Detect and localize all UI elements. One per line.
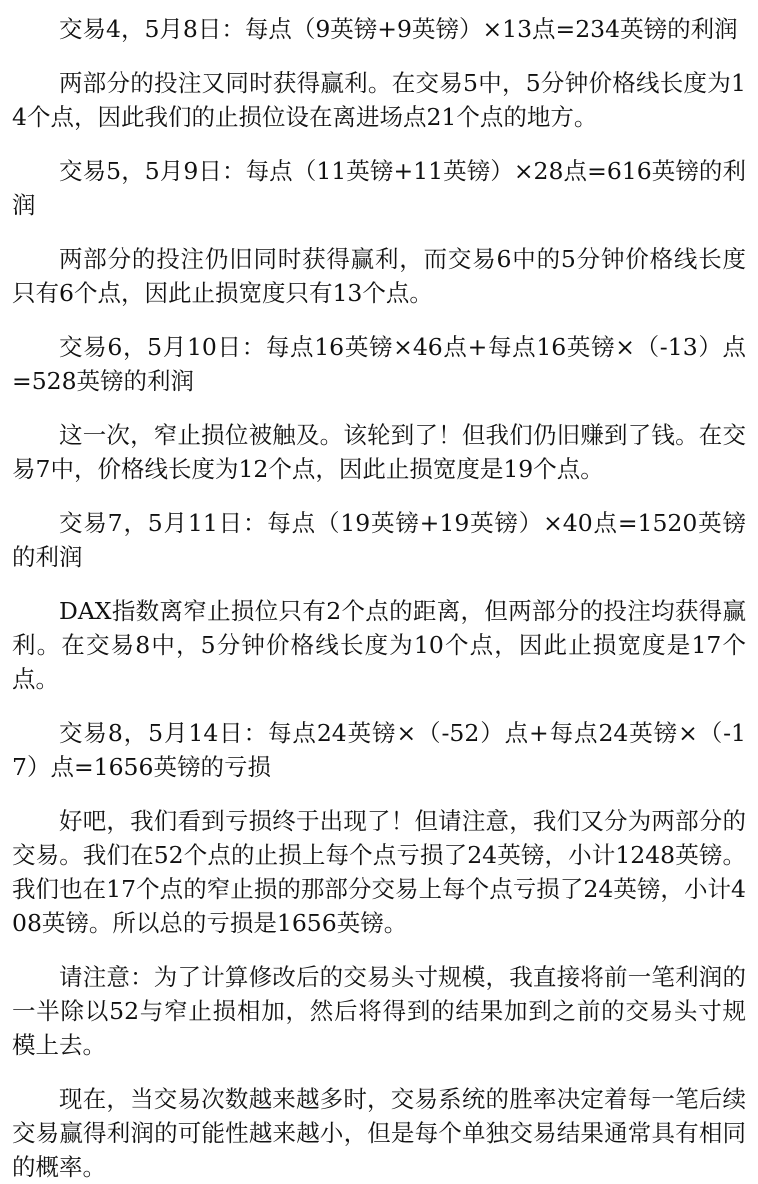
body-paragraph: 两部分的投注仍旧同时获得赢利，而交易6中的5分钟价格线长度只有6个点，因此止损宽度只有13个点。	[12, 245, 746, 307]
body-paragraph: 好吧，我们看到亏损终于出现了！但请注意，我们又分为两部分的交易。我们在52个点的止损上每个点亏损了24英镑，小计1248英镑。我们也在17个点的窄止损的那部分交易上每个点亏损了24英镑，小计408英镑。所以总的亏损是1656英镑。	[12, 807, 746, 937]
body-paragraph: DAX指数离窄止损位只有2个点的距离，但两部分的投注均获得赢利。在交易8中，5分钟价格线长度为10个点，因此止损宽度是17个点。	[12, 597, 746, 693]
note-paragraph: 请注意：为了计算修改后的交易头寸规模，我直接将前一笔利润的一半除以52与窄止损相加，然后将得到的结果加到之前的交易头寸规模上去。	[12, 963, 746, 1059]
body-paragraph: 这一次，窄止损位被触及。该轮到了！但我们仍旧赚到了钱。在交易7中，价格线长度为12个点，因此止损宽度是19个点。	[12, 421, 746, 483]
trade-5-line: 交易5，5月9日：每点（11英镑+11英镑）×28点=616英镑的利润	[12, 157, 746, 219]
trade-7-line: 交易7，5月11日：每点（19英镑+19英镑）×40点=1520英镑的利润	[12, 509, 746, 571]
body-paragraph: 两部分的投注又同时获得赢利。在交易5中，5分钟价格线长度为14个点，因此我们的止损位设在离进场点21个点的地方。	[12, 69, 746, 131]
trade-8-line: 交易8，5月14日：每点24英镑×（-52）点+每点24英镑×（-17）点=1656英镑的亏损	[12, 719, 746, 781]
body-paragraph: 现在，当交易次数越来越多时，交易系统的胜率决定着每一笔后续交易赢得利润的可能性越来越小，但是每个单独交易结果通常具有相同的概率。	[12, 1085, 746, 1181]
trade-6-line: 交易6，5月10日：每点16英镑×46点+每点16英镑×（-13）点=528英镑的利润	[12, 333, 746, 395]
trade-4-line: 交易4，5月8日：每点（9英镑+9英镑）×13点=234英镑的利润	[59, 15, 738, 43]
